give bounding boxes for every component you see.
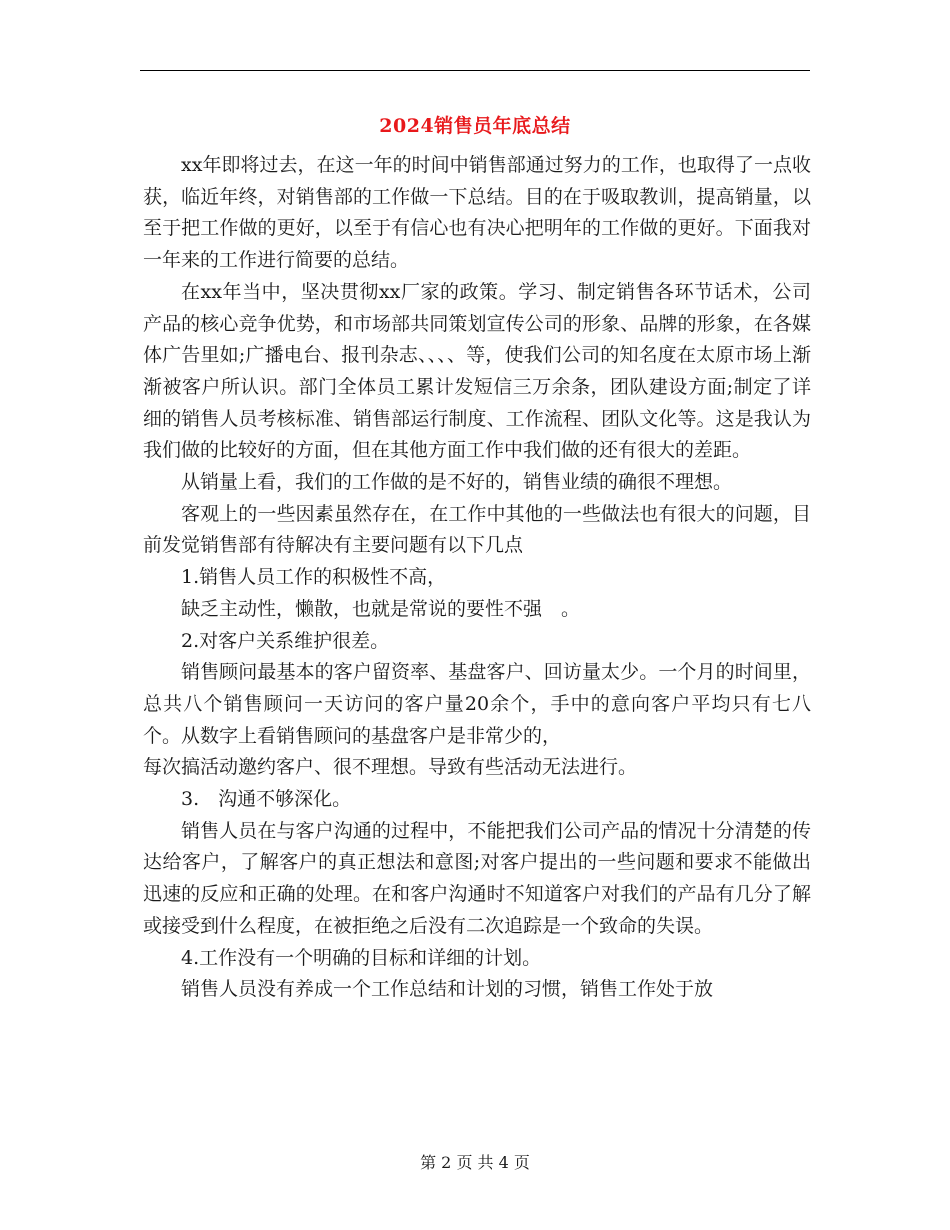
list-item-detail-2: 销售顾问最基本的客户留资率、基盘客户、回访量太少。一个月的时间里，总共八个销售顾问一天访问的客户量20余个，手中的意向客户平均只有七八个。从数字上看销售顾问的基盘客户是非常少的， (143, 661, 811, 747)
header-rule (140, 70, 810, 71)
list-item-heading-4: 4.工作没有一个明确的目标和详细的计划。 (181, 946, 542, 969)
list-item-detail-3: 销售人员在与客户沟通的过程中，不能把我们公司产品的情况十分清楚的传达给客户，了解客户的真正想法和意图;对客户提出的一些问题和要求不能做出迅速的反应和正确的处理。在和客户沟通时不知道客户对我们的产品有几分了解或接受到什么程度，在被拒绝之后没有二次追踪是一个致命的失误。 (143, 819, 811, 937)
list-item-detail-1: 缺乏主动性，懒散，也就是常说的要性不强 。 (181, 597, 581, 620)
document-title: 2024销售员年底总结 (379, 115, 571, 137)
list-item-detail-2-cont: 每次搞活动邀约客户、很不理想。导致有些活动无法进行。 (143, 756, 638, 779)
document-body (143, 150, 811, 1006)
paragraph-achievements: 在xx年当中，坚决贯彻xx厂家的政策。学习、制定销售各环节话术，公司产品的核心竞争优势，和市场部共同策划宣传公司的形象、品牌的形象，在各媒体广告里如;广播电台、报刊杂志、、、、等，使我们公司的知名度在太原市场上渐渐被客户所认识。部门全体员工累计发短信三万余条，团队建设方面;制定了详细的销售人员考核标准、销售部运行制度、工作流程、团队文化等。这是我认为我们做的比较好的方面，但在其他方面工作中我们做的还有很大的差距。 (143, 280, 811, 462)
paragraph-sales-volume: 从销量上看，我们的工作做的是不好的，销售业绩的确很不理想。 (181, 471, 733, 494)
paragraph-intro: xx年即将过去，在这一年的时间中销售部通过努力的工作，也取得了一点收获，临近年终，对销售部的工作做一下总结。目的在于吸取教训，提高销量，以至于把工作做的更好，以至于有信心也有决心把明年的工作做的更好。下面我对一年来的工作进行简要的总结。 (143, 154, 811, 272)
list-item-heading-1: 1.销售人员工作的积极性不高， (181, 566, 447, 589)
list-item-heading-3: 3. 沟通不够深化。 (181, 788, 352, 811)
paragraph-problems-intro: 客观上的一些因素虽然存在，在工作中其他的一些做法也有很大的问题，目前发觉销售部有待解决有主要问题有以下几点 (143, 502, 811, 557)
list-item-detail-4: 销售人员没有养成一个工作总结和计划的习惯，销售工作处于放 (181, 978, 714, 1001)
page-number: 第 2 页 共 4 页 (420, 1153, 530, 1172)
list-item-heading-2: 2.对客户关系维护很差。 (181, 629, 390, 652)
